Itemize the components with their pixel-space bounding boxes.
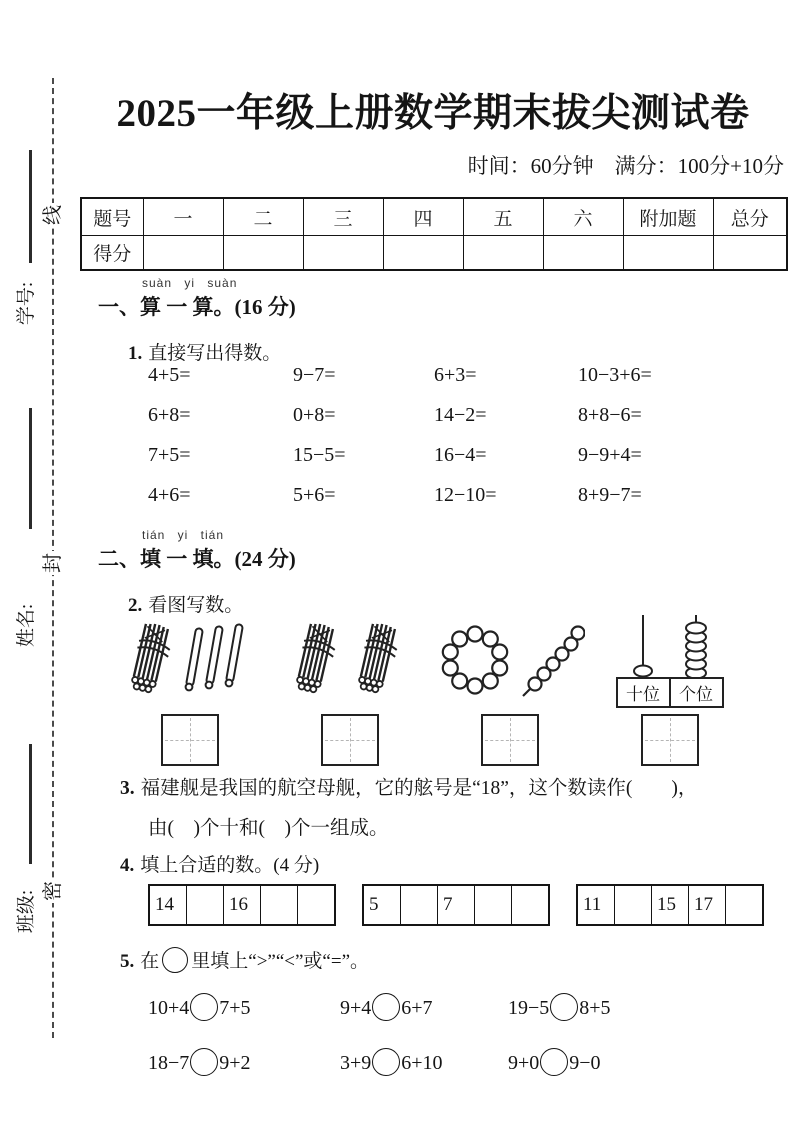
arithmetic-problem: 10−3+6= [578, 364, 652, 386]
question4-number: 4. [120, 855, 135, 876]
arithmetic-problem: 7+5= [148, 444, 191, 466]
time-score-info: 时间：60分钟 满分：100分+10分 [467, 154, 784, 178]
question5-text-before: 在 [140, 951, 160, 972]
class-label: 班级: [16, 889, 38, 934]
question2-label [128, 590, 243, 617]
score-header-cell: 附加题 [623, 198, 713, 236]
count-pictures-row [110, 618, 750, 766]
left-expression: 9+4 [340, 997, 372, 1019]
arithmetic-problem: 9−7= [293, 364, 336, 386]
arithmetic-problem: 15−5= [293, 444, 346, 466]
score-cell-empty [143, 236, 223, 271]
arithmetic-problem: 4+6= [148, 484, 191, 506]
strip-cell: 7 [437, 886, 474, 924]
question3-line2 [148, 812, 388, 840]
question5-text-after: 里填上“>”“<”或“=”。 [191, 951, 370, 972]
score-table-header-row [81, 198, 787, 236]
question3-number: 3. [120, 778, 135, 799]
arithmetic-problem: 5+6= [293, 484, 336, 506]
compare-circle-icon [550, 993, 578, 1021]
picture-group-16-beads [430, 618, 590, 766]
ones-place-label: 个位 [679, 685, 713, 704]
strip-cell: 14 [155, 894, 174, 915]
comparison-problems-grid [148, 993, 611, 1076]
strip-cell-blank [260, 886, 297, 924]
right-expression: 7+5 [219, 997, 251, 1019]
question1-label [128, 338, 281, 365]
number-strip-1 [148, 884, 336, 926]
right-expression: 6+7 [401, 997, 433, 1019]
arithmetic-problems-grid [148, 364, 652, 507]
section1-points: 。(16 分) [213, 295, 296, 319]
answer-box-3 [481, 714, 539, 766]
strip-cell-blank [297, 886, 334, 924]
strip-cell-blank [614, 886, 651, 924]
guide-line-horizontal [325, 740, 375, 741]
section2-number: 二、 [98, 547, 140, 571]
compare-circle-icon [190, 993, 218, 1021]
strip-cell: 5 [369, 894, 379, 915]
seal-char-xian: 线 [42, 205, 64, 225]
arithmetic-problem: 8+9−7= [578, 484, 642, 506]
strip-cell-blank [474, 886, 511, 924]
name-label: 姓名: [16, 603, 38, 648]
score-header-cell: 四 [383, 198, 463, 236]
name-blank-line [29, 408, 32, 529]
strip-cell-blank [725, 886, 762, 924]
section1-title: 算 一 算 [140, 295, 214, 319]
number-strip-2 [362, 884, 550, 926]
arithmetic-problem: 6+3= [434, 364, 477, 386]
arithmetic-problem: 4+5= [148, 364, 191, 386]
guide-line-horizontal [485, 740, 535, 741]
question5-label [120, 946, 369, 973]
sticks-20-icon [290, 618, 410, 706]
exam-page [80, 0, 786, 1122]
left-expression: 9+0 [508, 1052, 540, 1074]
question3-text2: 由( )个十和( )个一组成。 [148, 818, 389, 839]
beads-16-drawing [435, 622, 585, 702]
arithmetic-problem: 14−2= [434, 404, 487, 426]
answer-box-2 [321, 714, 379, 766]
strip-cell: 16 [223, 886, 260, 924]
score-header-cell: 题号 [81, 198, 143, 236]
section2-heading [98, 543, 296, 573]
compare-circle-icon [540, 1048, 568, 1076]
score-header-cell: 五 [463, 198, 543, 236]
left-expression: 10+4 [148, 997, 190, 1019]
score-cell-empty [623, 236, 713, 271]
picture-group-counter [590, 618, 750, 766]
section1-number: 一、 [98, 295, 140, 319]
score-cell-empty [463, 236, 543, 271]
place-value-counter-icon [611, 618, 729, 706]
question2-number: 2. [128, 595, 143, 616]
section1-heading [98, 291, 296, 321]
answer-box-1 [161, 714, 219, 766]
beads-16-icon [435, 618, 585, 706]
left-expression: 19−5 [508, 997, 550, 1019]
comparison-problem [148, 1048, 340, 1076]
tens-place-label: 十位 [626, 685, 660, 704]
score-cell-empty [713, 236, 787, 271]
left-expression: 18−7 [148, 1052, 190, 1074]
comparison-problem [340, 993, 508, 1021]
score-header-cell: 六 [543, 198, 623, 236]
arithmetic-problem: 6+8= [148, 404, 191, 426]
question1-number: 1. [128, 343, 143, 364]
score-header-cell: 总分 [713, 198, 787, 236]
compare-circle-icon [372, 993, 400, 1021]
seal-char-feng: 封 [42, 553, 64, 573]
score-cell-empty [383, 236, 463, 271]
score-cell-empty [223, 236, 303, 271]
compare-circle-icon [162, 947, 188, 973]
question1-text: 直接写出得数。 [148, 343, 282, 364]
arithmetic-problem: 12−10= [434, 484, 497, 506]
student-id-label: 学号: [16, 281, 38, 326]
sticks-20-drawing [290, 620, 410, 704]
score-cell-empty [303, 236, 383, 271]
picture-group-20-sticks [270, 618, 430, 766]
right-expression: 9+2 [219, 1052, 251, 1074]
picture-group-13-sticks [110, 618, 270, 766]
question5-number: 5. [120, 951, 135, 972]
strip-cell: 11 [583, 894, 602, 915]
compare-circle-icon [190, 1048, 218, 1076]
strip-cell-blank [511, 886, 548, 924]
section2-title: 填 一 填 [140, 547, 214, 571]
question4-text: 填上合适的数。(4 分) [140, 855, 320, 876]
answer-box-4 [641, 714, 699, 766]
score-header-cell: 三 [303, 198, 383, 236]
score-row-label: 得分 [81, 236, 143, 271]
counter-drawing [611, 614, 729, 710]
left-expression: 3+9 [340, 1052, 372, 1074]
strip-cell-blank [186, 886, 223, 924]
arithmetic-problem: 16−4= [434, 444, 487, 466]
page-title: 2025一年级上册数学期末拔尖测试卷 [116, 92, 750, 135]
right-expression: 9−0 [569, 1052, 601, 1074]
question2-text: 看图写数。 [148, 595, 244, 616]
compare-circle-icon [372, 1048, 400, 1076]
section2-points: 。(24 分) [213, 547, 296, 571]
seal-char-mi: 密 [42, 881, 64, 901]
question4-label [120, 850, 319, 877]
arithmetic-problem: 8+8−6= [578, 404, 642, 426]
student-id-blank-line [29, 150, 32, 263]
score-table [80, 197, 788, 271]
strip-cell-blank [400, 886, 437, 924]
question3-text1: 福建舰是我国的航空母舰，它的舷号是“18”，这个数读作( )， [140, 778, 698, 799]
guide-line-horizontal [645, 740, 695, 741]
strip-cell: 15 [651, 886, 688, 924]
sticks-13-drawing [125, 620, 255, 704]
score-header-cell: 一 [143, 198, 223, 236]
arithmetic-problem: 9−9+4= [578, 444, 642, 466]
comparison-problem [508, 1048, 611, 1076]
comparison-problem [340, 1048, 508, 1076]
guide-line-horizontal [165, 740, 215, 741]
class-blank-line [29, 744, 32, 864]
number-strip-3 [576, 884, 764, 926]
number-sequence-strips [148, 884, 764, 926]
right-expression: 8+5 [579, 997, 611, 1019]
score-header-cell: 二 [223, 198, 303, 236]
right-expression: 6+10 [401, 1052, 443, 1074]
sticks-13-icon [125, 618, 255, 706]
arithmetic-problem: 0+8= [293, 404, 336, 426]
comparison-problem [148, 993, 340, 1021]
strip-cell: 17 [688, 886, 725, 924]
score-table-score-row [81, 236, 787, 271]
score-cell-empty [543, 236, 623, 271]
comparison-problem [508, 993, 611, 1021]
section2-pinyin: tián yi tián [142, 528, 225, 542]
question3-line1 [120, 772, 697, 800]
section1-pinyin: suàn yi suàn [142, 276, 238, 290]
